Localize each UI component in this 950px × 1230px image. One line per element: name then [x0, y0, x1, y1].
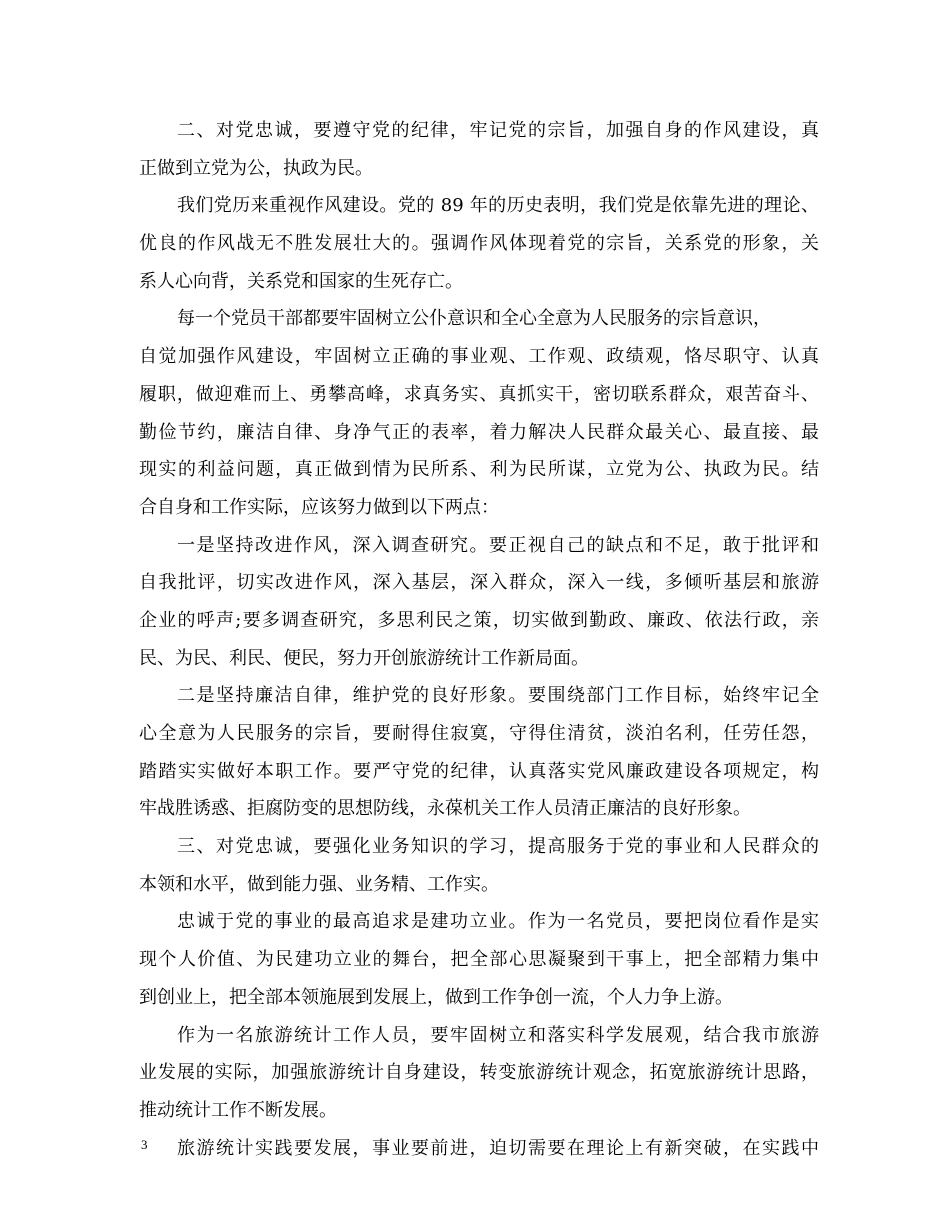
page-number: 3 — [141, 1137, 148, 1152]
text-line: 忠诚于党的事业的最高追求是建功立业。作为一名党员，要把岗位看作是实 — [177, 911, 819, 933]
text-line: 优良的作风战无不胜发展壮大的。强调作风体现着党的宗旨，关系党的形象，关 — [139, 233, 819, 255]
text-line: 二、对党忠诚，要遵守党的纪律，牢记党的宗旨，加强自身的作风建设，真 — [177, 120, 819, 141]
text-line: 推动统计工作不断发展。 — [139, 1099, 337, 1121]
paragraph-highest-pursuit — [139, 903, 819, 1016]
text-line: 旅游统计实践要发展，事业要前进，迫切需要在理论上有新突破，在实践中 — [177, 1137, 819, 1159]
text-line: 作为一名旅游统计工作人员，要牢固树立和落实科学发展观，结合我市旅游 — [177, 1024, 819, 1046]
paragraph-loyalty-skills — [139, 828, 819, 903]
text-line: 民、为民、利民、便民，努力开创旅游统计工作新局面。 — [139, 647, 589, 669]
text-line: 踏踏实实做好本职工作。要严守党的纪律，认真落实党风廉政建设各项规定，构 — [139, 760, 819, 782]
text-line: 企业的呼声;要多调查研究，多思利民之策，切实做到勤政、廉政、依法行政，亲 — [139, 609, 819, 631]
paragraph-statistics-practice — [139, 1130, 819, 1168]
text-line: 现个人价值、为民建功立业的舞台，把全部心思凝聚到干事上，把全部精力集中 — [139, 949, 819, 971]
text-line: 自我批评，切实改进作风，深入基层，深入群众，深入一线，多倾听基层和旅游 — [139, 572, 819, 594]
paragraph-improve-style — [139, 527, 819, 678]
text-line: 我们党历来重视作风建设。党的 89 年的历史表明，我们党是依靠先进的理论、 — [177, 195, 819, 217]
text-line: 履职，做迎难而上、勇攀高峰，求真务实、真抓实干，密切联系群众，艰苦奋斗、 — [139, 383, 819, 405]
paragraph-loyalty-discipline — [139, 112, 819, 187]
text-line: 现实的利益问题，真正做到情为民所系、利为民所谋，立党为公、执政为民。结 — [139, 459, 819, 481]
paragraph-work-style-history — [139, 187, 819, 300]
text-line: 到创业上，把全部本领施展到发展上，做到工作争创一流，个人力争上游。 — [139, 986, 733, 1008]
text-line: 业发展的实际，加强旅游统计自身建设，转变旅游统计观念，拓宽旅游统计思路， — [139, 1062, 819, 1084]
paragraph-integrity — [139, 677, 819, 828]
text-line: 一是坚持改进作风，深入调查研究。要正视自己的缺点和不足，敢于批评和 — [177, 534, 819, 556]
text-line: 自觉加强作风建设，牢固树立正确的事业观、工作观、政绩观，恪尽职守、认真 — [139, 346, 819, 368]
text-line: 心全意为人民服务的宗旨，要耐得住寂寞，守得住清贫，淡泊名利，任劳任怨， — [139, 723, 819, 744]
text-line: 系人心向背，关系党和国家的生死存亡。 — [139, 270, 463, 292]
document-body — [139, 112, 819, 1167]
text-line: 二是坚持廉洁自律，维护党的良好形象。要围绕部门工作目标，始终牢记全 — [177, 685, 819, 707]
text-line: 每一个党员干部都要牢固树立公仆意识和全心全意为人民服务的宗旨意识， — [177, 308, 771, 330]
text-line: 勤俭节约，廉洁自律、身净气正的表率，着力解决人民群众最关心、最直接、最 — [139, 421, 819, 443]
text-line: 合自身和工作实际，应该努力做到以下两点： — [139, 496, 499, 518]
text-line: 本领和水平，做到能力强、业务精、工作实。 — [139, 873, 499, 895]
text-line: 三、对党忠诚，要强化业务知识的学习，提高服务于党的事业和人民群众的 — [177, 836, 819, 858]
paragraph-tourism-statistics — [139, 1017, 819, 1130]
text-line: 正做到立党为公，执政为民。 — [139, 157, 373, 179]
text-line: 牢战胜诱惑、拒腐防变的思想防线，永葆机关工作人员清正廉洁的良好形象。 — [139, 798, 751, 820]
paragraph-party-cadres — [139, 300, 819, 526]
